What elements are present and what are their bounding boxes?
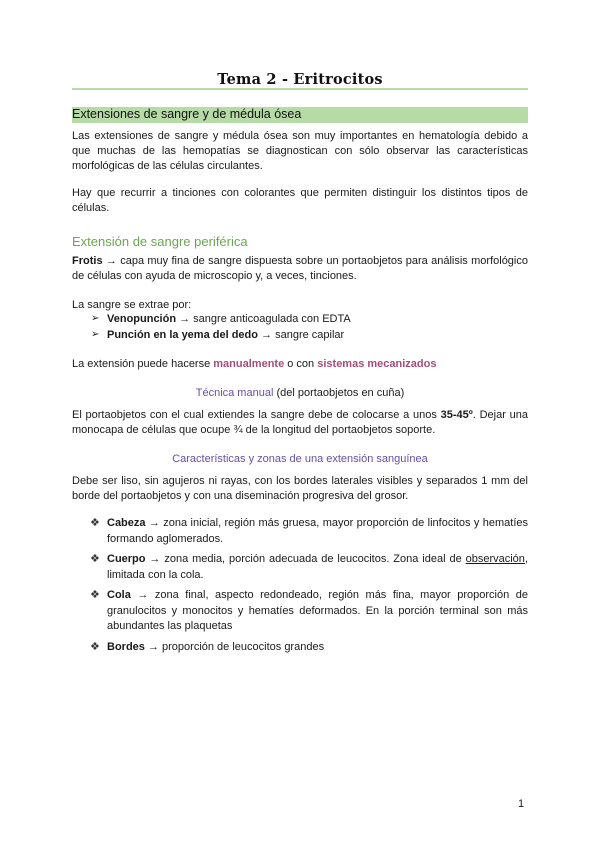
zona-term: Cabeza [107,517,146,529]
zona-item [107,516,528,547]
list-item-text: → sangre anticoagulada con EDTA [176,313,351,325]
tecnica-rest: (del portaobjetos en cuña) [273,387,405,399]
paragraph-tinciones: Hay que recurrir a tinciones con colorantes que permiten distinguir los distintos tipos de células. [72,187,528,215]
tecnica-heading [72,387,528,399]
frotis-definition: → capa muy fina de sangre dispuesta sobre un portaobjetos para análisis morfológico de células con ayuda de microscopio y, a veces, tinciones. [72,255,528,283]
paragraph-methods [72,357,528,372]
diamond-bullet-icon: ❖ [90,589,100,601]
zona-text: → zona final, aspecto redondeado, región más fina, mayor proporción de granulocitos y monocitos y hematíes deformados. En la porción terminal son más abundantes las plaquetas [107,589,528,633]
paragraph-tecnica [72,408,528,438]
zona-text: → proporción de leucocitos grandes [144,641,325,653]
zona-term: Cuerpo [107,553,146,565]
tecnica-angle: 35-45º [440,409,473,421]
zona-term: Cola [107,589,131,601]
frotis-term: Frotis [72,255,103,267]
zona-item [107,640,528,656]
methods-text: La extensión puede hacerse [72,358,214,370]
paragraph-zonas: Debe ser liso, sin agujeros ni rayas, con los bordes laterales visibles y separados 1 mm del borde del portaobjetos y con una diseminación progresiva del grosor. [72,475,528,503]
zona-underlined: observación [465,553,525,565]
list-item-term: Punción en la yema del dedo [107,329,258,341]
extract-intro: La sangre se extrae por: [72,299,192,311]
list-item-term: Venopunción [107,313,177,325]
subsection-heading: Extensión de sangre periférica [72,234,248,249]
diamond-bullet-icon: ❖ [90,517,100,529]
list-item [107,328,344,343]
list-item-text: → sangre capilar [257,329,345,341]
zona-text: → zona media, porción adecuada de leucocitos. Zona ideal de [145,553,466,565]
tecnica-text: El portaobjetos con el cual extiendes la sangre debe de colocarse a unos [72,409,441,421]
methods-text-mid: o con [284,358,318,370]
zona-text: → zona inicial, región más gruesa, mayor proporción de linfocitos y hematíes formando aglomerados. [107,517,528,545]
diamond-bullet-icon: ❖ [90,553,100,565]
arrow-bullet-icon: ➢ [91,329,100,340]
manual-highlight: manualmente [213,358,285,370]
arrow-bullet-icon: ➢ [91,313,100,324]
zonas-heading: Características y zonas de una extensión sanguínea [172,453,428,465]
paragraph-frotis [72,254,528,284]
page-number: 1 [518,798,525,810]
tecnica-text-post: . Dejar una monocapa de células que ocupe ¾ de la longitud del portaobjetos soporte. [72,409,528,437]
section-heading-bar [72,107,528,123]
zona-item [107,552,528,583]
zona-text-post: , limitada con la cola. [107,553,528,581]
page-title: Tema 2 - Eritrocitos [72,71,528,88]
tecnica-label: Técnica manual [195,387,274,399]
section-heading: Extensiones de sangre y de médula ósea [72,107,302,121]
paragraph-intro: Las extensiones de sangre y médula ósea son muy importantes en hematología debido a que muchas de las hemopatías se diagnostican con sólo observar las características morfológicas de las células circulantes. [72,130,528,173]
mechanized-highlight: sistemas mecanizados [317,358,437,370]
diamond-bullet-icon: ❖ [90,641,100,653]
zona-item [107,588,528,635]
title-bar [72,73,528,90]
zona-term: Bordes [107,641,145,653]
list-item [107,312,351,327]
